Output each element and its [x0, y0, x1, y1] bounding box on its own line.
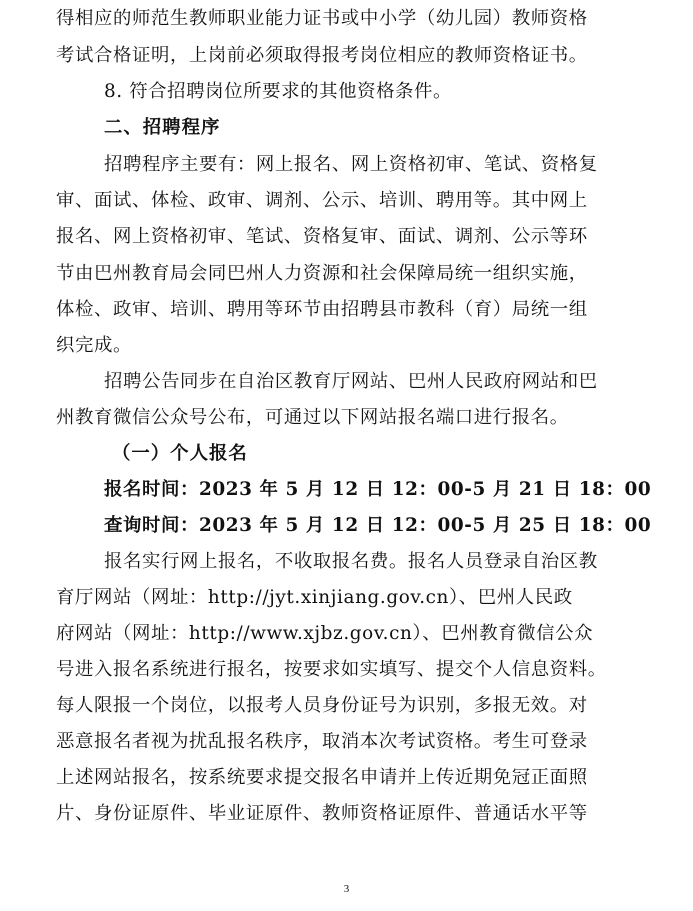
paragraph-line: 审、面试、体检、政审、调剂、公示、培训、聘用等。其中网上 — [56, 190, 588, 211]
paragraph-line: 报名实行网上报名，不收取报名费。报名人员登录自治区教 — [104, 551, 598, 572]
paragraph-line: 体检、政审、培训、聘用等环节由招聘县市教科（育）局统一组 — [56, 299, 588, 320]
section-heading: 二、招聘程序 — [104, 117, 221, 138]
paragraph-line: 州教育微信公众号公布，可通过以下网站报名端口进行报名。 — [56, 407, 569, 428]
paragraph-line: 府网站（网址：http://www.xjbz.gov.cn）、巴州教育微信公众 — [56, 623, 594, 644]
paragraph-line: 报名、网上资格初审、笔试、资格复审、面试、调剂、公示等环 — [56, 226, 588, 247]
paragraph-line: 织完成。 — [56, 335, 132, 356]
subsection-heading: （一）个人报名 — [112, 443, 248, 464]
paragraph-line: 每人限报一个岗位，以报考人员身份证号为识别，多报无效。对 — [56, 695, 588, 716]
paragraph-line: 上述网站报名，按系统要求提交报名申请并上传近期免冠正面照 — [56, 767, 588, 788]
paragraph-line: 8. 符合招聘岗位所要求的其他资格条件。 — [104, 81, 453, 102]
paragraph-line: 得相应的师范生教师职业能力证书或中小学（幼儿园）教师资格 — [56, 8, 588, 29]
query-time: 查询时间：2023 年 5 月 12 日 12：00-5 月 25 日 18：00 — [104, 515, 652, 536]
paragraph-line: 招聘程序主要有：网上报名、网上资格初审、笔试、资格复 — [104, 154, 598, 175]
paragraph-line: 考试合格证明，上岗前必须取得报考岗位相应的教师资格证书。 — [56, 45, 588, 66]
registration-time: 报名时间：2023 年 5 月 12 日 12：00-5 月 21 日 18：00 — [104, 479, 652, 500]
paragraph-line: 节由巴州教育局会同巴州人力资源和社会保障局统一组织实施， — [56, 263, 588, 284]
paragraph-line: 恶意报名者视为扰乱报名秩序，取消本次考试资格。考生可登录 — [56, 731, 588, 752]
paragraph-line: 育厅网站（网址：http://jyt.xinjiang.gov.cn）、巴州人民政 — [56, 587, 573, 608]
paragraph-line: 片、身份证原件、毕业证原件、教师资格证原件、普通话水平等 — [56, 803, 588, 824]
paragraph-line: 号进入报名系统进行报名，按要求如实填写、提交个人信息资料。 — [56, 659, 607, 680]
paragraph-line: 招聘公告同步在自治区教育厅网站、巴州人民政府网站和巴 — [104, 371, 598, 392]
page-number: 3 — [343, 883, 350, 895]
